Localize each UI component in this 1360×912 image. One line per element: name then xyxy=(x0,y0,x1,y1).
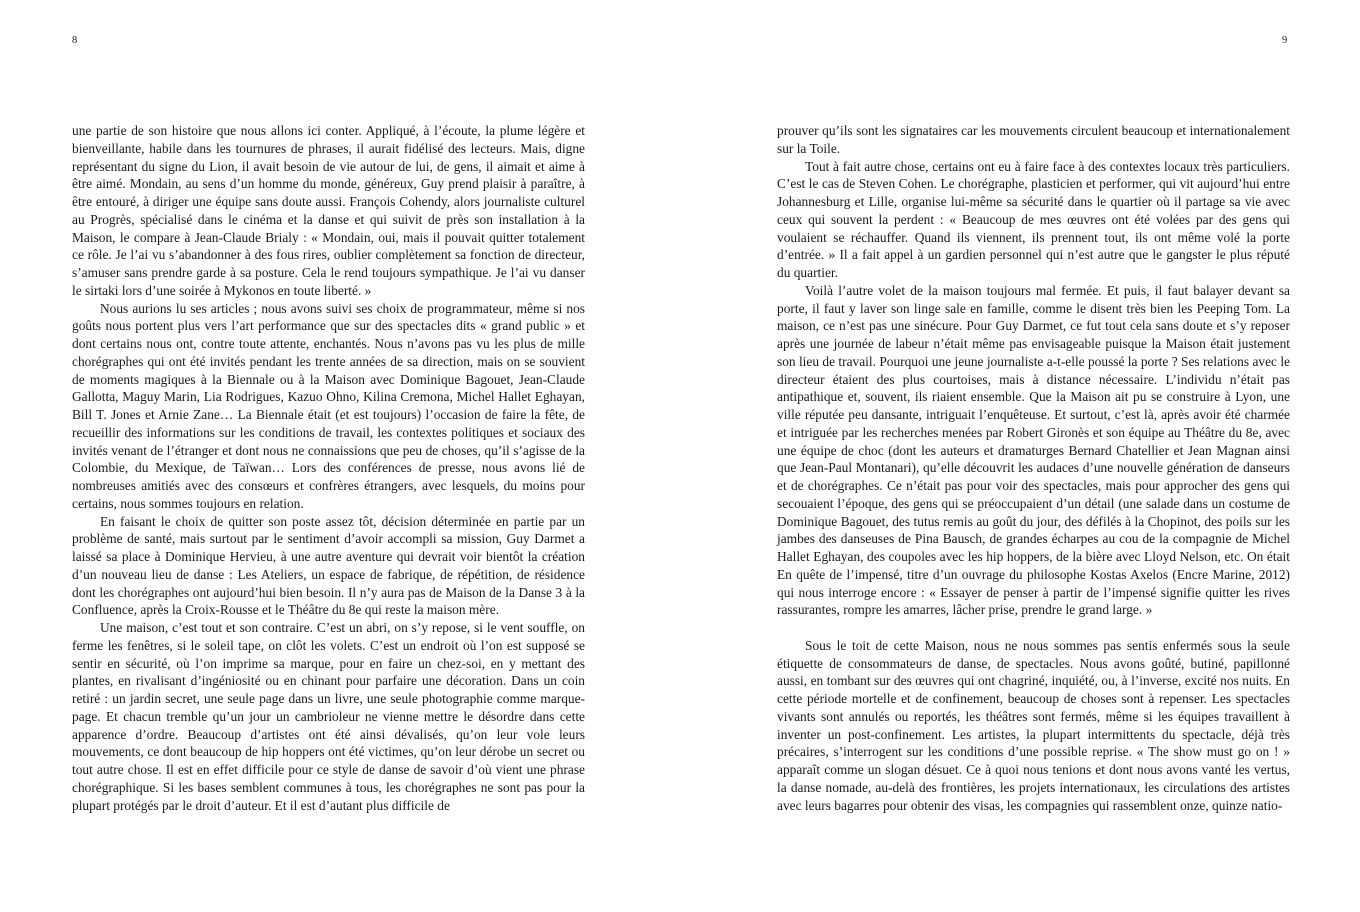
paragraph: Voilà l’autre volet de la maison toujours mal fermée. Et puis, il faut balayer devant sa porte, il faut y laver son linge sale en famille, comme le disent très bien les Peeping Tom. La maison, ce n’est pas une sinécure. Pour Guy Darmet, ce fut tout cela sans doute et s’y reposer après une journée de labeur n’était même pas envisageable puisque la Maison était justement son lieu de travail. Pourquoi une jeune journaliste a-t-elle poussé la porte ? Ses relations avec le directeur étaient des plus courtoises, mais à distance nécessaire. L’individu n’était pas antipathique et, souvent, ils riaient ensemble. Que la Maison ait pu se construire à Lyon, une ville réputée peu dansante, intriguait l’enquêteuse. Et surtout, c’est là, après avoir été charmée et intriguée par les recherches menées par Robert Gironès et son équipe au Théâtre du 8e, avec une équipe de choc (dont les auteurs et dramaturges Bernard Chatellier et Jean Magnan ainsi que Jean-Paul Montanari), qu’elle découvrit les audaces d’une nouvelle génération de danseurs et de chorégraphes. Ce n’était pas pour voir des spectacles, mais pour approcher des gens qui secouaient l’époque, des gens qui se préoccupaient d’un détail (une salade dans un costume de Dominique Bagouet, des tutus remis au goût du jour, des défilés à la Chopinot, des poils sur les jambes des danseuses de Pina Bausch, de grandes écharpes au cou de la compagnie de Michel Hallet Eghayan, des coupoles avec les hip hoppers, de la bière avec Lloyd Nelson, etc. On était En quête de l’impensé, titre d’un ouvrage du philosophe Kostas Axelos (Encre Marine, 2012) qui nous interroge encore : « Essayer de penser à partir de l’impensé signifie quitter les rives rassurantes, rompre les amarres, lâcher prise, prendre le grand large. » xyxy=(777,282,1290,618)
right-page xyxy=(680,0,1360,912)
paragraph: En faisant le choix de quitter son poste assez tôt, décision déterminée en partie par un problème de santé, mais surtout par le sentiment d’avoir accompli sa mission, Guy Darmet a laissé sa place à Dominique Hervieu, à une autre aventure qui devrait voir bientôt la création d’un nouveau lieu de danse : Les Ateliers, un espace de fabrique, de répétition, de résidence dont les chorégraphes ont aujourd’hui bien besoin. Il n’y aura pas de Maison de la Danse 3 à la Confluence, après la Croix-Rousse et le Théâtre du 8e qui reste la maison mère. xyxy=(72,513,585,618)
right-page-body xyxy=(777,122,1290,814)
paragraph: Sous le toit de cette Maison, nous ne nous sommes pas sentis enfermés sous la seule étiquette de consommateurs de danse, de spectacles. Nous avons goûté, butiné, papillonné aussi, en tombant sur des œuvres qui ont chagriné, inquiété, ou, à l’inverse, excité nos nuits. En cette période mortelle et de confinement, beaucoup de choses sont à repenser. Les spectacles vivants sont annulés ou reportés, les théâtres sont fermés, même si les équipes travaillent à inventer un post-confinement. Les artistes, la plupart intermittents du spectacle, déjà très précaires, s’interrogent sur les conditions d’une possible reprise. « The show must go on ! » apparaît comme un slogan désuet. Ce à quoi nous tenions et dont nous avons vanté les vertus, la danse nomade, au-delà des frontières, les projets internationaux, les circulations des artistes avec leurs bagarres pour obtenir des visas, les compagnies qui rassemblent onze, quinze natio- xyxy=(777,637,1290,813)
page-number-right: 9 xyxy=(1282,35,1288,46)
left-page-body xyxy=(72,122,585,814)
page-number-left: 8 xyxy=(72,35,78,46)
paragraph: une partie de son histoire que nous allons ici conter. Appliqué, à l’écoute, la plume légère et bienveillante, habile dans les tournures de phrases, il aurait fidélisé des lecteurs. Mais, digne représentant du signe du Lion, il avait besoin de vie autour de lui, de gens, il aimait et aime à être aimé. Mondain, au sens d’un homme du monde, généreux, Guy prend plaisir à paraître, à être entouré, à diriger une équipe sans doute aussi. François Cohendy, alors journaliste culturel au Progrès, spécialisé dans le cinéma et la danse et qui suivit de près son installation à la Maison, le compare à Jean-Claude Brialy : « Mondain, oui, mais il pouvait quitter totalement ce rôle. Je l’ai vu s’abandonner à des fous rires, oublier complètement sa fonction de directeur, s’amuser sans prendre garde à sa posture. Cela le rend toujours sympathique. Je l’ai vu danser le sirtaki lors d’une soirée à Mykonos en toute liberté. » xyxy=(72,123,585,298)
paragraph: Tout à fait autre chose, certains ont eu à faire face à des contextes locaux très particuliers. C’est le cas de Steven Cohen. Le chorégraphe, plasticien et performer, qui vit aujourd’hui entre Johannesburg et Lille, organise lui-même sa sécurité dans le quartier où il partage sa vie avec ceux qui souvent la perdent : « Beaucoup de mes œuvres ont été volées par des gens qui voulaient se réchauffer. Quand ils viennent, ils prennent tout, ils ont même volé la porte d’entrée. » Il a fait appel à un gardien personnel qui n’est autre que le gangster le plus réputé du quartier. xyxy=(777,158,1290,280)
paragraph: Nous aurions lu ses articles ; nous avons suivi ses choix de programmateur, même si nos goûts nous portent plus vers l’art performance que sur des spectacles dits « grand public » et dont certains nous ont, contre toute attente, enchantés. Nous n’avons pas vu les plus de mille chorégraphes qui ont été invités pendant les trente années de sa direction, mais on se souvient de moments magiques à la Biennale ou à la Maison avec Dominique Bagouet, Jean-Claude Gallotta, Maguy Marin, Lia Rodrigues, Kazuo Ohno, Kilina Cremona, Michel Hallet Eghayan, Bill T. Jones et Arnie Zane… La Biennale était (et est toujours) l’occasion de faire la fête, de recueillir des informations sur les conditions de travail, les contextes politiques et sociaux des invités venant de l’étranger et dont nous ne connaissions que peu de choses, qu’il s’agisse de la Colombie, du Mexique, de Taïwan… Lors des conférences de presse, nous avons lié de nombreuses amitiés avec des consœurs et confrères étrangers, avec lesquels, du moins pour certains, nous sommes toujours en relation. xyxy=(72,300,585,511)
paragraph: Une maison, c’est tout et son contraire. C’est un abri, on s’y repose, si le vent souffle, on ferme les fenêtres, si le soleil tape, on clôt les volets. C’est un endroit où l’on est supposé se sentir en sécurité, où l’on imprime sa marque, pour en faire un chez-soi, en y mettant des plantes, en rivalisant d’ingéniosité ou en chinant pour parfaire une décoration. Dans un coin retiré : un jardin secret, une seule page dans un livre, une seule photographie comme marque-page. Et chacun tremble qu’un jour un cambrioleur ne vienne mettre le désordre dans cette apparence d’ordre. Beaucoup d’artistes ont été ainsi dévalisés, qu’on leur vole leurs mouvements, ce dont beaucoup de hip hoppers ont été victimes, qu’on leur dérobe un secret ou tout autre chose. Il est en effet difficile pour ce style de danse de savoir d’où vient une phrase chorégraphique. Si les bases semblent communes à tous, les chorégraphes ne sont pas pour la plupart protégés par le droit d’auteur. Et il est d’autant plus difficile de xyxy=(72,620,585,813)
paragraph: prouver qu’ils sont les signataires car les mouvements circulent beaucoup et internationalement sur la Toile. xyxy=(777,123,1290,156)
